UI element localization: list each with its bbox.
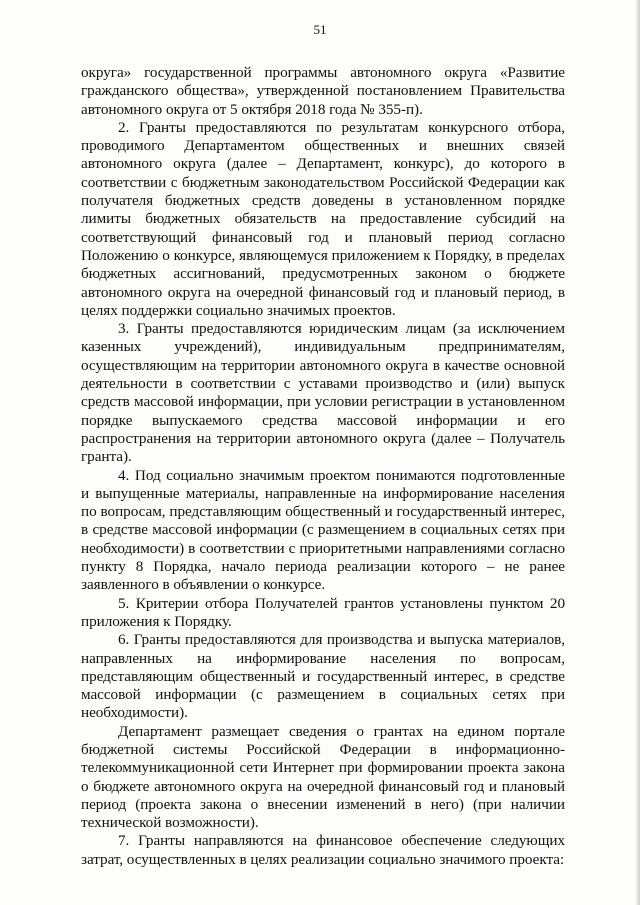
paragraph-item-6: 6. Гранты предоставляются для производства и выпуска материалов, направленных на информирование населения по вопросам, представляющим общественный и государственный интерес, в средстве массовой информации (с размещением в социальных сетях при необходимости). [81,631,565,722]
page-number: 51 [313,22,327,37]
paragraph-item-2: 2. Гранты предоставляются по результатам конкурсного отбора, проводимого Департаментом общественных и внешних связей автономного округа (далее – Департамент, конкурс), до которого в соответствии с бюджетным законодательством Российской Федерации как получателя бюджетных средств доведены в установленном порядке лимиты бюджетных обязательств на предоставление субсидий на соответствующий финансовый год и плановый период согласно Положению о конкурсе, являющемуся приложением к Порядку, в пределах бюджетных ассигнований, предусмотренных законом о бюджете автономного округа на очередной финансовый год и плановый период, в целях поддержки социально значимых проектов. [81,118,565,319]
paragraph-item-4: 4. Под социально значимым проектом понимаются подготовленные и выпущенные материалы, направленные на информирование населения по вопросам, представляющим общественный и государственный интерес, в средстве массовой информации (с размещением в социальных сетях при необходимости) в соответствии с приоритетными направлениями согласно пункту 8 Порядка, начало периода реализации которого – не ранее заявленного в объявлении о конкурсе. [81,466,565,594]
paragraph-item-5: 5. Критерии отбора Получателей грантов установлены пунктом 20 приложения к Порядку. [81,594,565,630]
paragraph-item-3: 3. Гранты предоставляются юридическим лицам (за исключением казенных учреждений), индивидуальным предпринимателям, осуществляющим на территории автономного округа в качестве основной деятельности в соответствии с уставами производство и (или) выпуск средств массовой информации, при условии регистрации в установленном порядке выпускаемого средства массовой информации и его распространения на территории автономного округа (далее – Получатель гранта). [81,320,565,466]
paragraph-department-portal: Департамент размещает сведения о грантах на едином портале бюджетной системы Российской Федерации в информационно-телекоммуникационной сети Интернет при формировании проекта закона о бюджете автономного округа на очередной финансовый год и плановый период (проекта закона о внесении изменений в него) (при наличии технической возможности). [81,722,565,832]
paragraph-item-7: 7. Гранты направляются на финансовое обеспечение следующих затрат, осуществленных в целях реализации социально значимого проекта: [81,832,565,868]
paragraph-continuation: округа» государственной программы автономного округа «Развитие гражданского общества», утвержденной постановлением Правительства автономного округа от 5 октября 2018 года № 355-п). [81,64,565,118]
document-body [81,64,565,869]
scan-edge [635,0,640,905]
